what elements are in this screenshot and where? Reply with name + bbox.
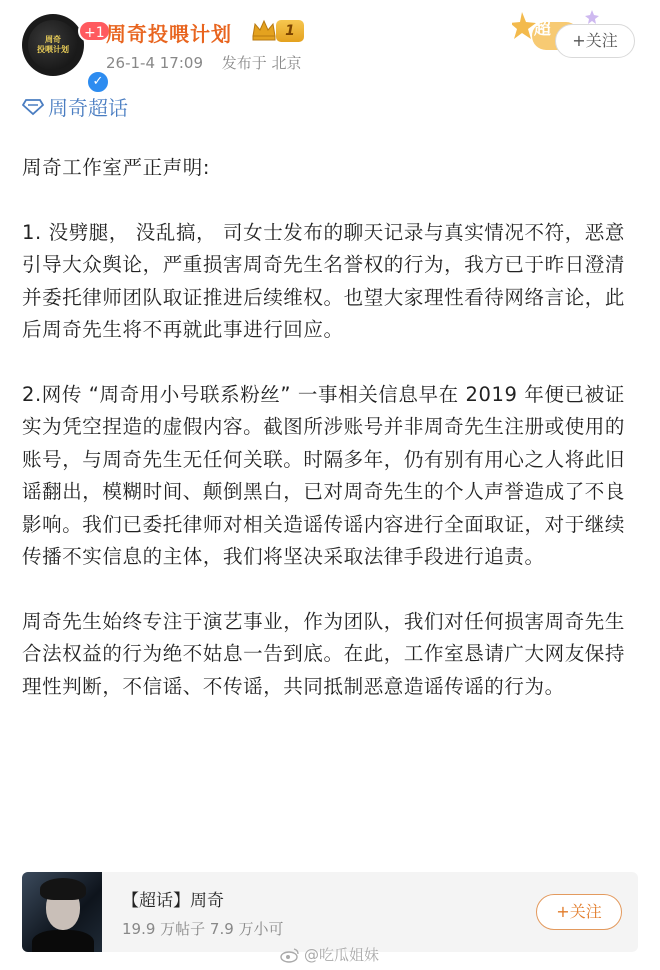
post-header [0,0,660,90]
post-meta [106,52,316,73]
super-tag-text: 超 [534,19,551,39]
content-paragraph: 2.网传 “周奇用小号联系粉丝” 一事相关信息早在 2019 年便已被证实为凭空捏造的虚假内容。截图所涉账号并非周奇先生注册或使用的账号，与周奇先生无任何关联。时隔多年，仍有别有用心之人将此旧谣翻出，模糊时间、颠倒黑白，已对周奇先生的个人声誉造成了不良影响。我们已委托律师对相关造谣传谣内容进行全面取证，对于继续传播不实信息的主体，我们将坚决采取法律手段进行追责。 [22,382,626,568]
watermark [280,944,379,965]
notification-badge: +1 [78,20,111,42]
follow-button[interactable]: +关注 [555,24,635,58]
diamond-icon [22,98,44,116]
avatar-image [28,20,78,70]
topic-link[interactable] [22,92,128,121]
card-title: 【超话】周奇 [122,891,224,911]
topic-label[interactable]: 周奇超话 [48,96,128,120]
verified-icon: ✓ [86,70,110,94]
card-thumbnail [22,872,102,952]
author-name[interactable]: 周奇投喂计划 [106,22,232,46]
super-topic-card[interactable] [22,872,638,952]
avatar-text-line2: 投喂计划 [37,45,69,54]
content-paragraph: 周奇先生始终专注于演艺事业，作为团队，我们对任何损害周奇先生合法权益的行为绝不姑息一告到底。在此，工作室恳请广大网友保持理性判断，不信谣、不传谣，共同抵制恶意造谣传谣的行为。 [22,609,626,698]
level-badge: 1 [276,20,304,42]
weibo-icon [280,947,300,963]
post-timestamp: 26-1-4 17:09 [106,54,203,72]
thumbnail-figure-body [32,930,94,952]
thumbnail-figure-hair [40,878,86,900]
card-stats: 19.9 万帖子 7.9 万小可 [122,920,284,938]
content-paragraph: 周奇工作室严正声明: [22,156,211,179]
crown-icon [250,16,278,44]
card-follow-button[interactable]: +关注 [536,894,622,930]
post-location: 发布于 北京 [221,54,302,72]
content-paragraph: 1. 没劈腿， 没乱搞， 司女士发布的聊天记录与真实情况不符，恶意引导大众舆论，严重损害周奇先生名誉权的行为，我方已于昨日澄清并委托律师团队取证推进后续维权。也望大家理性看待网络言论，此后周奇先生将不再就此事进行回应。 [22,220,626,341]
post-content [22,152,640,735]
avatar-text-line1: 周奇 [45,35,61,44]
avatar[interactable] [22,14,105,89]
watermark-text: @吃瓜姐妹 [304,946,380,964]
